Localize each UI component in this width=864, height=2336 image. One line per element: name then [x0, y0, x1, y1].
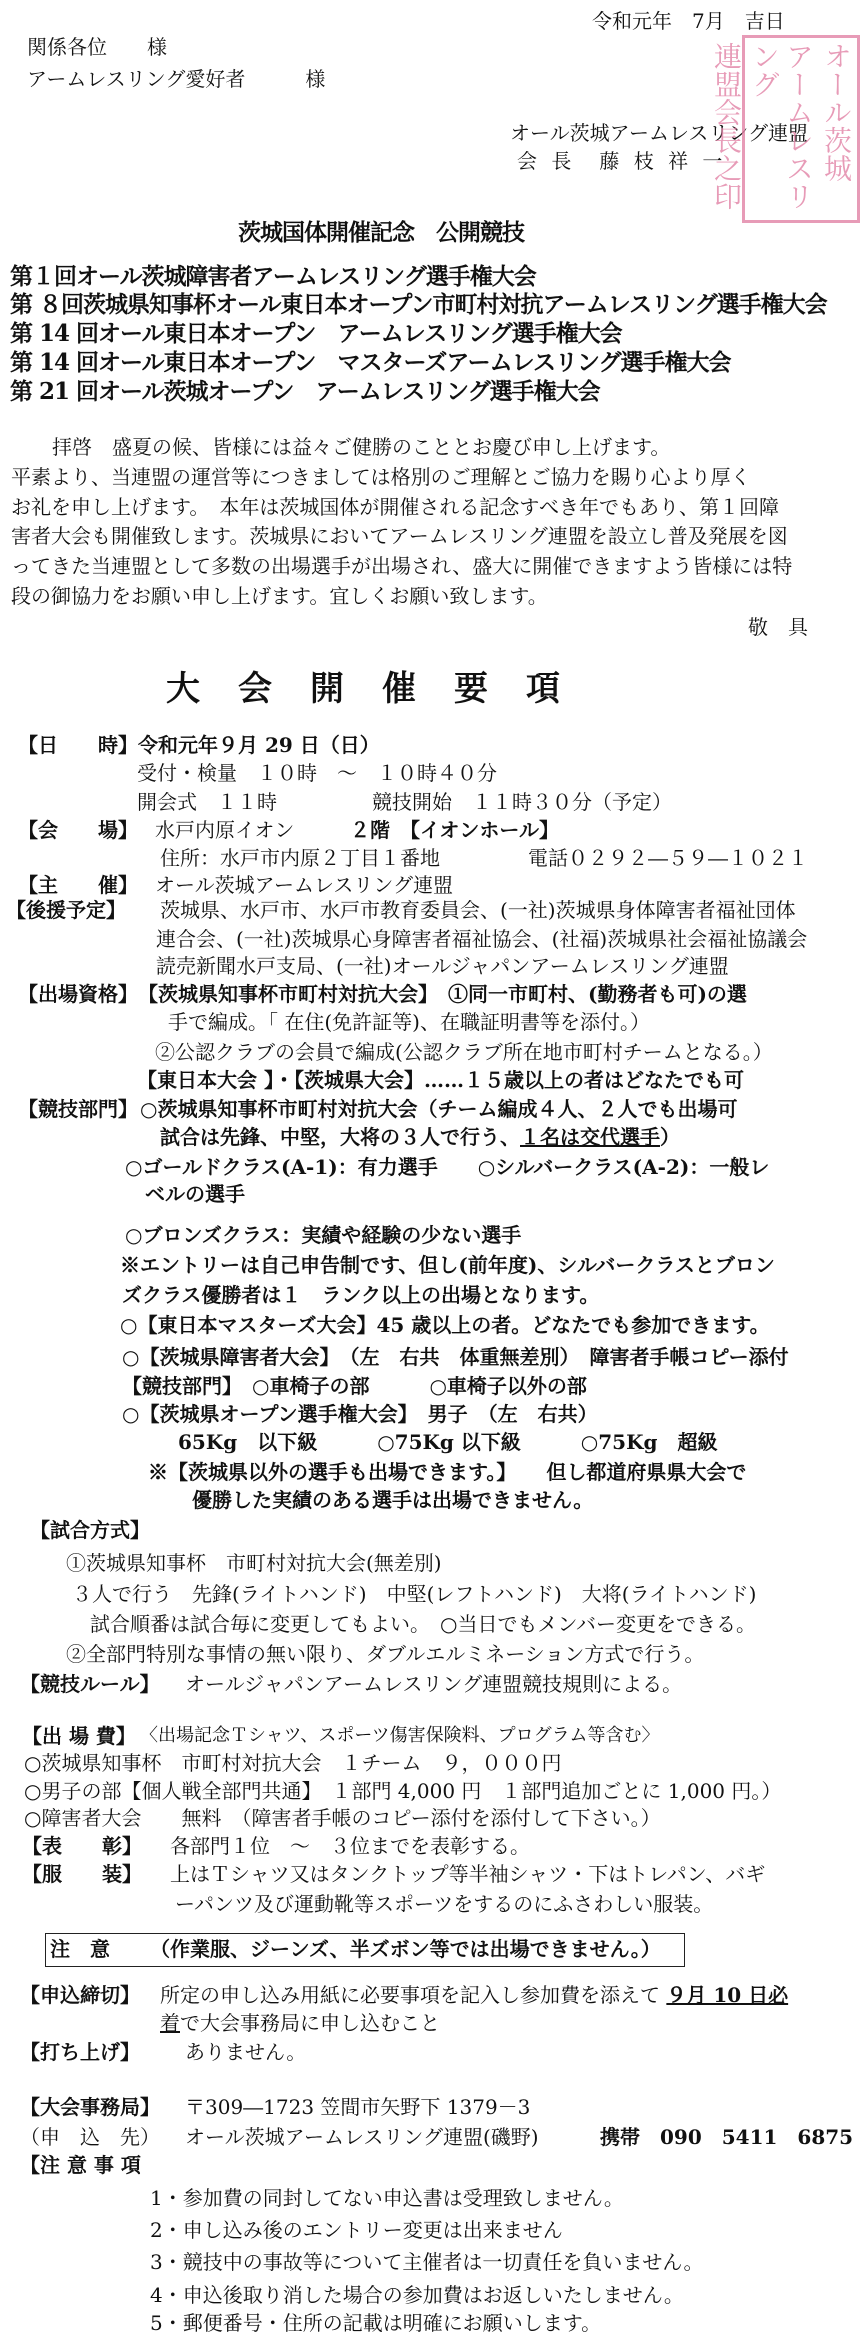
president: 会 長 藤 枝 祥 一 [517, 149, 727, 173]
office-address: 〒309―1723 笠間市矢野下 1379－3 [185, 2095, 531, 2119]
fee-line: ○男子の部【個人戦全部門共通】 １部門 4,000 円 １部門追加ごとに 1,000 円。） [24, 1779, 782, 1803]
substitute-note: １名は交代選手 [520, 1125, 660, 1149]
format-line: ①茨城県知事杯 市町村対抗大会(無差別) [66, 1551, 442, 1575]
note-item: 5・郵便番号・住所の記載は明確にお願いします。 [150, 2311, 602, 2335]
text: ） [660, 1125, 680, 1149]
text: 試合は先鋒、中堅，大将の３人で行う、 [160, 1125, 520, 1149]
reception-time: 受付・検量 １０時 ～ １０時４０分 [137, 761, 497, 785]
start-time: 競技開始 １１時３０分（予定） [372, 790, 672, 814]
note-item: 2・申し込み後のエントリー変更は出来ません [150, 2218, 563, 2242]
caution-label: 注 意 [50, 1937, 110, 1961]
venue-address: 住所：水戸市内原２丁目１番地 [160, 846, 440, 870]
seal-stamp: オール茨城 アームレスリング 連盟会長之印 [742, 35, 860, 223]
label-deadline: 【申込締切】 [20, 1983, 140, 2007]
label-fee: 【出 場 費】 [22, 1724, 136, 1748]
label-dress: 【服 装】 [22, 1862, 142, 1886]
eligibility-line: ②公認クラブの会員で編成(公認クラブ所在地市町村チームとなる。） [155, 1040, 773, 1064]
label-eligibility: 【出場資格】 [18, 982, 138, 1006]
greeting-line: 害者大会も開催致します。茨城県においてアームレスリング連盟を設立し普及発展を図 [11, 524, 788, 548]
division-line: ズクラス優勝者は１ ランク以上の出場となります。 [122, 1283, 600, 1307]
support-line: 連合会、(一社)茨城県心身障害者福祉協会、(社福)茨城県社会福祉協議会 [156, 927, 808, 951]
addressee-1: 関係各位 様 [27, 35, 167, 59]
office-name: オール茨城アームレスリング連盟(磯野) [185, 2125, 539, 2149]
title: 茨城国体開催記念 公開競技 [238, 219, 524, 246]
deadline-date: ９月 10 日必 [666, 1983, 789, 2007]
note-item: 3・競技中の事故等について主催者は一切責任を負いません。 [150, 2250, 704, 2274]
division-line [160, 1124, 680, 1150]
fee-line: ○障害者大会 無料 （障害者手帳のコピー添付を添付して下さい。） [24, 1806, 661, 1830]
division-line: 65Kg 以下級 ○75Kg 以下級 ○75Kg 超級 [178, 1430, 718, 1454]
addressee-2: アームレスリング愛好者 様 [27, 67, 326, 91]
greeting-line: 平素より、当連盟の運営等につきましては格別のご理解とご協力を賜り心より厚く [11, 465, 751, 489]
event-date: 令和元年９月 29 日（日） [138, 733, 380, 757]
format-line: ②全部門特別な事情の無い限り、ダブルエルミネーション方式で行う。 [66, 1642, 705, 1666]
label-notes: 【注 意 事 項 [20, 2153, 141, 2177]
host: オール茨城アームレスリング連盟 [155, 873, 453, 897]
support-line: 茨城県、水戸市、水戸市教育委員会、(一社)茨城県身体障害者福祉団体 [160, 898, 796, 922]
format-line: 試合順番は試合毎に変更してもよい。 ○当日でもメンバー変更をできる。 [90, 1612, 757, 1636]
label-rules: 【競技ルール】 [20, 1672, 160, 1696]
event: 第１回オール茨城障害者アームレスリング選手権大会 [10, 263, 536, 290]
label-divisions: 【競技部門】 [18, 1097, 138, 1121]
greeting-line: 拝啓 盛夏の候、皆様には益々ご健勝のこととお慶び申し上げます。 [52, 435, 671, 459]
deadline-date: 着 [160, 2011, 180, 2035]
deadline-line [160, 2010, 440, 2036]
eligibility-line: 【東日本大会 】・【茨城県大会】……１５歳以上の者はどなたでも可 [137, 1068, 744, 1092]
greeting-line: 段の御協力をお願い申し上げます。宜しくお願い致します。 [11, 584, 548, 608]
label-award: 【表 彰】 [22, 1834, 142, 1858]
division-line: 【競技部門】 ○車椅子の部 ○車椅子以外の部 [122, 1374, 587, 1398]
organization: オール茨城アームレスリング連盟 [510, 121, 808, 145]
division-line: ※【茨城県以外の選手も出場できます。】 但し都道府県県大会で [148, 1460, 747, 1484]
eligibility-line: 【茨城県知事杯市町村対抗大会】 ①同一市町村、(勤務者も可)の選 [138, 982, 747, 1006]
event: 第 ８回茨城県知事杯オール東日本オープン市町村対抗アームレスリング選手権大会 [10, 291, 827, 318]
label-apply-to: （申 込 先） [20, 2125, 160, 2149]
eligibility-line: 手で編成。「 在住(免許証等)、在職証明書等を添付。） [168, 1010, 650, 1034]
label-support: 【後援予定】 [6, 898, 126, 922]
event: 第 21 回オール茨城オープン アームレスリング選手権大会 [10, 378, 600, 405]
division-line: ○【茨城県オープン選手権大会】 男子 （左 右共） [122, 1402, 598, 1426]
note-item: 1・参加費の同封してない申込書は受理致しません。 [150, 2186, 624, 2210]
support-line: 読売新聞水戸支局、(一社)オールジャパンアームレスリング連盟 [156, 954, 729, 978]
text: 所定の申し込み用紙に必要事項を記入し参加費を添えて [160, 1983, 667, 2007]
opening-time: 開会式 １１時 [137, 790, 277, 814]
party: ありません。 [185, 2040, 307, 2064]
division-line: 優勝した実績のある選手は出場できません。 [192, 1488, 594, 1512]
fee-line: ○茨城県知事杯 市町村対抗大会 １チーム ９，０００円 [24, 1751, 562, 1775]
format-line: ３人で行う 先鋒(ライトハンド) 中堅(レフトハンド) 大将(ライトハンド) [72, 1582, 757, 1606]
greeting-line: お礼を申し上げます。 本年は茨城国体が開催される記念すべき年でもあり、第１回障 [11, 495, 779, 519]
label-office: 【大会事務局】 [20, 2095, 160, 2119]
label-datetime: 【日 時】 [18, 733, 138, 757]
venue-floor: ２階 【イオンホール】 [350, 818, 559, 842]
section-title: 大会開催要項 [166, 669, 598, 709]
event: 第 14 回オール東日本オープン マスターズアームレスリング選手権大会 [10, 349, 731, 376]
division-line: ○【東日本マスターズ大会】45 歳以上の者。どなたでも参加できます。 [120, 1313, 770, 1337]
division-line: ○ゴールドクラス(A-1)：有力選手 ○シルバークラス(A-2)：一般レ [125, 1155, 770, 1179]
closing: 敬 具 [748, 615, 808, 639]
dress-line: ーパンツ及び運動靴等スポーツをするのにふさわしい服装。 [175, 1892, 714, 1916]
text: で大会事務局に申し込むこと [180, 2011, 440, 2035]
dress-line: 上はＴシャツ又はタンクトップ等半袖シャツ・下はトレパン、バギ [170, 1862, 766, 1886]
award: 各部門１位 ～ ３位までを表彰する。 [170, 1834, 530, 1858]
label-host: 【主 催】 [18, 873, 138, 897]
deadline-line [160, 1982, 788, 2008]
label-format: 【試合方式】 [30, 1518, 150, 1542]
division-line: ○ブロンズクラス：実績や経験の少ない選手 [125, 1223, 522, 1247]
greeting-line: ってきた当連盟として多数の出場選手が出場され、盛大に開催できますよう皆様には特 [11, 554, 793, 578]
label-venue: 【会 場】 [18, 818, 138, 842]
office-mobile: 携帯 090 5411 6875 [600, 2125, 854, 2149]
division-line: ベルの選手 [145, 1182, 245, 1206]
fee-note: 〈出場記念Ｔシャツ、スポーツ傷害保険料、プログラム等含む〉 [140, 1725, 660, 1746]
event: 第 14 回オール東日本オープン アームレスリング選手権大会 [10, 320, 622, 347]
venue-phone: 電話０２９２―５９―１０２１ [528, 846, 808, 870]
division-line: ※エントリーは自己申告制です、但し(前年度)、シルバークラスとブロン [120, 1253, 775, 1277]
note-item: 4・申込後取り消した場合の参加費はお返しいたしません。 [150, 2283, 684, 2307]
division-line: ○【茨城県障害者大会】 （左 右共 体重無差別） 障害者手帳コピー添付 [122, 1345, 789, 1369]
division-line: ○茨城県知事杯市町村対抗大会（チーム編成４人、２人でも出場可 [140, 1097, 738, 1121]
rules: オールジャパンアームレスリング連盟競技規則による。 [185, 1672, 683, 1696]
date: 令和元年 7月 吉日 [592, 9, 785, 33]
venue-place: 水戸内原イオン [155, 818, 295, 842]
label-party: 【打ち上げ】 [20, 2040, 140, 2064]
caution-text: （作業服、ジーンズ、半ズボン等では出場できません。） [150, 1937, 661, 1961]
